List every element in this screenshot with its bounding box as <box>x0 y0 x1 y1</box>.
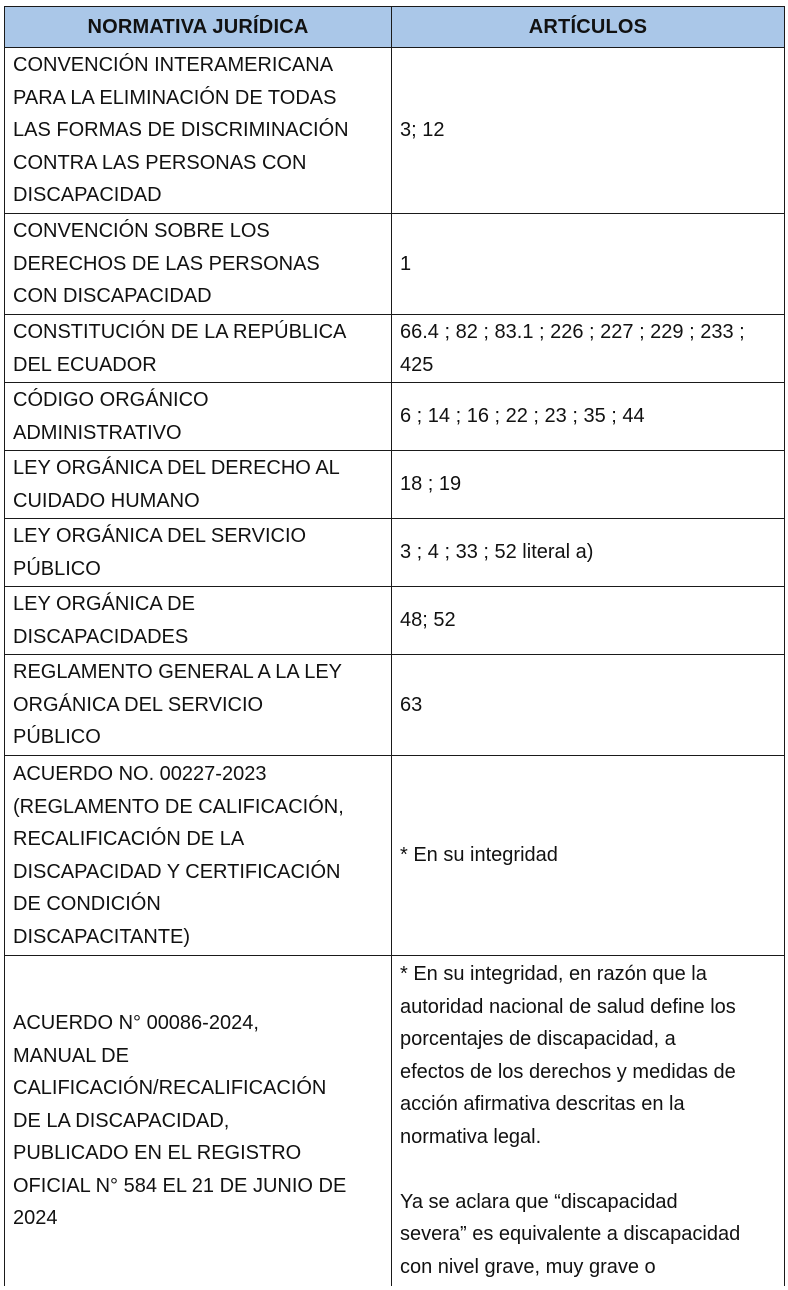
articulos-cell: * En su integridad, en razón que la autoridad nacional de salud define los porcentajes de discapacidad, a efectos de los derechos y medidas de acción afirmativa descritas en la normativa legal. Ya se aclara que “discapacidad severa” es equivalente a discapacidad con nivel grave, muy grave o <box>392 956 785 1286</box>
articulos-cell: 1 <box>392 214 785 315</box>
table-row <box>5 48 785 214</box>
articulos-cell: 3; 12 <box>392 48 785 214</box>
table-row <box>5 383 785 451</box>
articulos-cell: 66.4 ; 82 ; 83.1 ; 226 ; 227 ; 229 ; 233 ; 425 <box>392 315 785 383</box>
table-row <box>5 587 785 655</box>
header-normativa: NORMATIVA JURÍDICA <box>5 7 392 48</box>
articulos-cell: * En su integridad <box>392 756 785 956</box>
normativa-table <box>4 6 785 1286</box>
normativa-cell: LEY ORGÁNICA DE DISCAPACIDADES <box>5 587 392 655</box>
table-row <box>5 214 785 315</box>
table-row <box>5 956 785 1286</box>
header-articulos: ARTÍCULOS <box>392 7 785 48</box>
normativa-cell: LEY ORGÁNICA DEL SERVICIO PÚBLICO <box>5 519 392 587</box>
normativa-cell: ACUERDO NO. 00227-2023 (REGLAMENTO DE CALIFICACIÓN, RECALIFICACIÓN DE LA DISCAPACIDAD Y CERTIFICACIÓN DE CONDICIÓN DISCAPACITANTE) <box>5 756 392 956</box>
articulos-cell: 3 ; 4 ; 33 ; 52 literal a) <box>392 519 785 587</box>
table-row <box>5 315 785 383</box>
table-row <box>5 519 785 587</box>
normativa-cell: CONVENCIÓN SOBRE LOS DERECHOS DE LAS PERSONAS CON DISCAPACIDAD <box>5 214 392 315</box>
articulos-cell: 63 <box>392 655 785 756</box>
normativa-cell: LEY ORGÁNICA DEL DERECHO AL CUIDADO HUMANO <box>5 451 392 519</box>
articulos-cell: 6 ; 14 ; 16 ; 22 ; 23 ; 35 ; 44 <box>392 383 785 451</box>
table-row <box>5 756 785 956</box>
articulos-cell: 48; 52 <box>392 587 785 655</box>
normativa-cell: CÓDIGO ORGÁNICO ADMINISTRATIVO <box>5 383 392 451</box>
normativa-cell: CONSTITUCIÓN DE LA REPÚBLICA DEL ECUADOR <box>5 315 392 383</box>
normativa-cell: ACUERDO N° 00086-2024, MANUAL DE CALIFICACIÓN/RECALIFICACIÓN DE LA DISCAPACIDAD, PUBLICADO EN EL REGISTRO OFICIAL N° 584 EL 21 DE JUNIO DE 2024 <box>5 956 392 1286</box>
articulos-cell: 18 ; 19 <box>392 451 785 519</box>
normativa-cell: REGLAMENTO GENERAL A LA LEY ORGÁNICA DEL SERVICIO PÚBLICO <box>5 655 392 756</box>
header-row <box>5 7 785 48</box>
table-row <box>5 451 785 519</box>
normativa-cell: CONVENCIÓN INTERAMERICANA PARA LA ELIMINACIÓN DE TODAS LAS FORMAS DE DISCRIMINACIÓN CONTRA LAS PERSONAS CON DISCAPACIDAD <box>5 48 392 214</box>
table-row <box>5 655 785 756</box>
